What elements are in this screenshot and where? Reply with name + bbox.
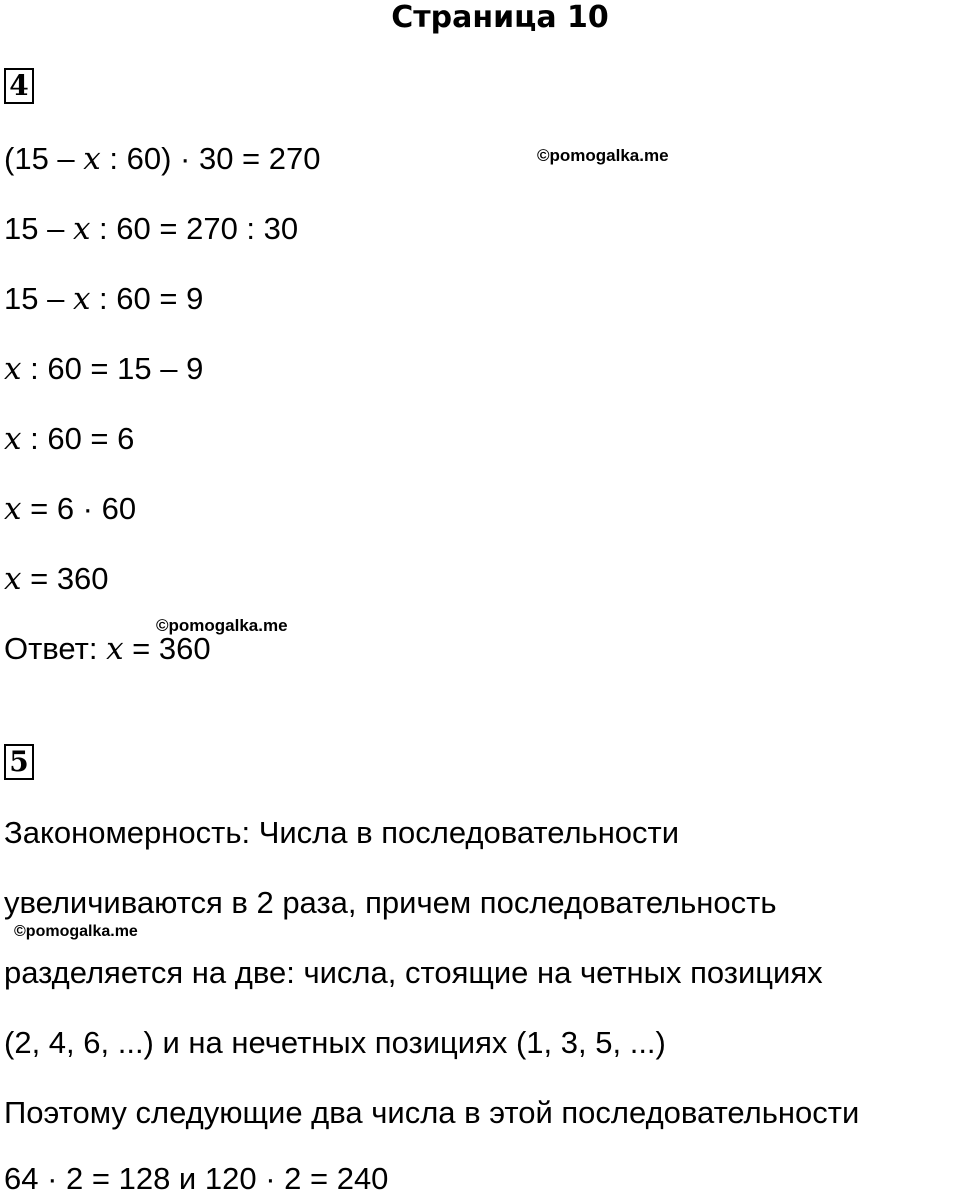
equation-line-7 [4,560,109,598]
text-line-2: увеличиваются в 2 раза, причем последовательность [4,885,777,920]
variable-x: x [4,561,22,597]
variable-x: x [4,421,22,457]
variable-x: x [72,211,91,247]
answer-label: Ответ: [4,631,107,666]
equation-part: 15 – [4,211,73,246]
equation-line-5 [4,420,134,458]
equation-part: = 6 · 60 [21,491,137,526]
text-line-4: (2, 4, 6, ...) и на нечетных позициях (1, 3, 5, ...) [4,1025,666,1060]
variable-x: x [106,631,124,667]
text-line-5: Поэтому следующие два числа в этой последовательности [4,1095,860,1130]
equation-part: : 60) · 30 = 270 [100,141,321,176]
text-line-3: разделяется на две: числа, стоящие на четных позициях [4,955,823,990]
task-5-number-box: 5 [4,744,34,780]
equation-part: (15 – [4,141,84,176]
equation-part: : 60 = 15 – 9 [21,351,204,386]
variable-x: x [4,351,22,387]
watermark-middle: ©pomogalka.me [156,616,288,635]
equation-part: 15 – [4,281,73,316]
equation-part: : 60 = 9 [90,281,204,316]
variable-x: x [83,141,101,177]
variable-x: x [4,491,22,527]
equation-line-6 [4,490,136,528]
variable-x: x [72,281,91,317]
watermark-bottom: ©pomogalka.me [14,923,138,940]
equation-line-2 [4,210,298,248]
equation-part: = 360 [21,561,109,596]
equation-line-1 [4,140,321,178]
answer-value: = 360 [123,631,211,666]
equation-part: : 60 = 270 : 30 [90,211,299,246]
text-line-6: 64 · 2 = 128 и 120 · 2 = 240 [4,1161,389,1196]
equation-part: : 60 = 6 [21,421,135,456]
page-title: Страница 10 [391,0,609,35]
text-line-1: Закономерность: Числа в последовательности [4,815,680,850]
watermark-top: ©pomogalka.me [537,146,669,165]
equation-line-4 [4,350,203,388]
equation-line-3 [4,280,203,318]
task-4-number-box: 4 [4,68,34,104]
